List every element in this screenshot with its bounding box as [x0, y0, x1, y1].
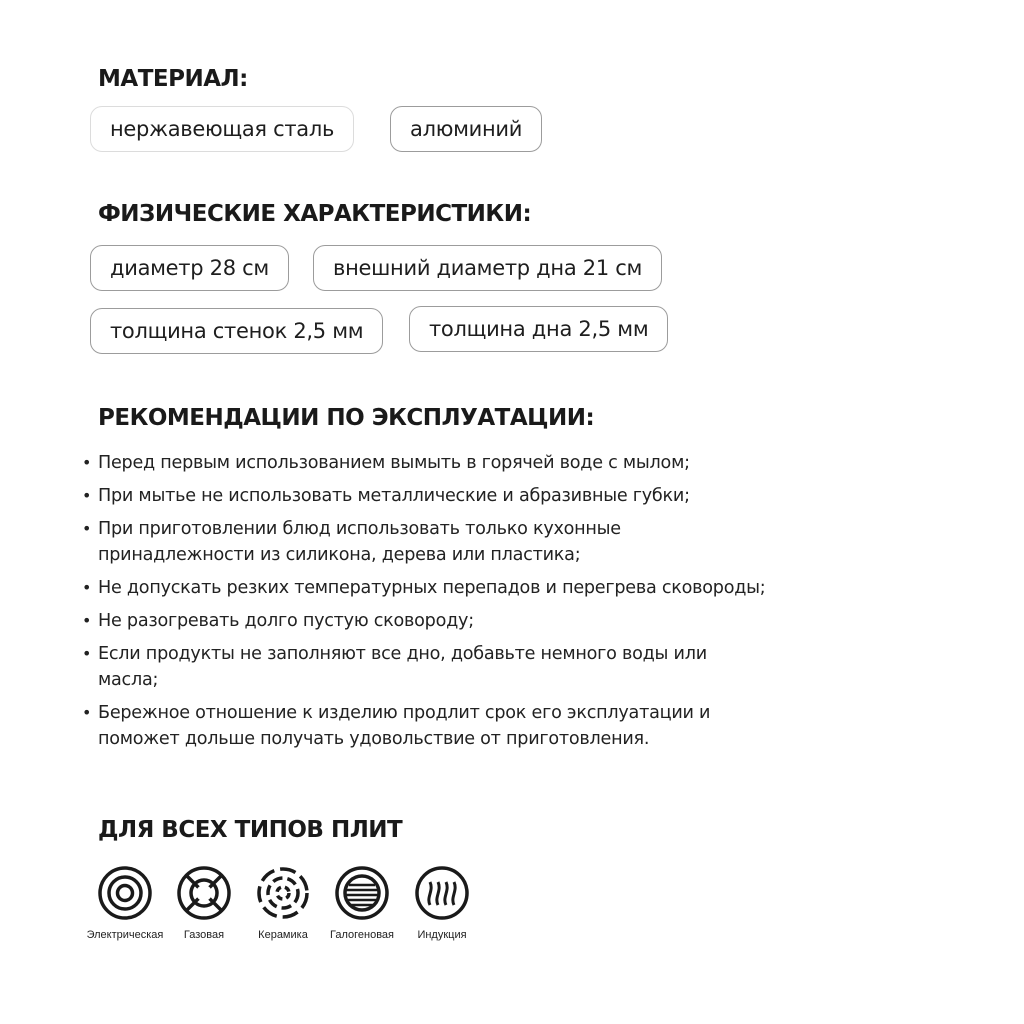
- usage-item-text: Не допускать резких температурных перепадов и перегрева сковороды;: [98, 578, 766, 598]
- usage-item: [82, 641, 772, 693]
- spec-tag-base-thickness: толщина дна 2,5 мм: [409, 306, 668, 352]
- stove-label-halogen: Галогеновая: [330, 929, 394, 941]
- stove-induction: [394, 865, 490, 955]
- usage-item-text: Если продукты не заполняют все дно, добавьте немного воды или масла;: [98, 644, 707, 690]
- usage-item-text: Не разогревать долго пустую сковороду;: [98, 611, 474, 631]
- bullet-dot: •: [82, 644, 92, 663]
- spec-tag-wall-thickness: толщина стенок 2,5 мм: [90, 308, 383, 354]
- usage-item: [82, 575, 772, 601]
- usage-list: [82, 450, 772, 759]
- stove-label-induction: Индукция: [417, 929, 467, 941]
- electric-stove-icon: [97, 865, 153, 921]
- usage-item-text: Бережное отношение к изделию продлит срок его эксплуатации и поможет дольше получать удовольствие от приготовления.: [98, 703, 711, 749]
- bullet-dot: •: [82, 611, 92, 630]
- halogen-stove-icon: [334, 865, 390, 921]
- stove-types: [80, 865, 500, 955]
- usage-item: [82, 483, 772, 509]
- usage-item: [82, 608, 772, 634]
- stove-label-ceramic: Керамика: [258, 929, 308, 941]
- stove-label-gas: Газовая: [183, 929, 225, 941]
- usage-heading: РЕКОМЕНДАЦИИ ПО ЭКСПЛУАТАЦИИ:: [98, 405, 595, 431]
- spec-tag-base-diameter: внешний диаметр дна 21 см: [313, 245, 662, 291]
- induction-stove-icon: [414, 865, 470, 921]
- gas-stove-icon: [176, 865, 232, 921]
- material-heading: МАТЕРИАЛ:: [98, 66, 248, 92]
- bullet-dot: •: [82, 453, 92, 472]
- bullet-dot: •: [82, 486, 92, 505]
- usage-item-text: Перед первым использованием вымыть в горячей воде с мылом;: [98, 453, 690, 473]
- bullet-dot: •: [82, 578, 92, 597]
- usage-item: [82, 516, 772, 568]
- material-tag-stainless-steel: нержавеющая сталь: [90, 106, 354, 152]
- usage-item-text: При приготовлении блюд использовать только кухонные принадлежности из силикона, дерева или пластика;: [98, 519, 621, 565]
- ceramic-stove-icon: [255, 865, 311, 921]
- material-tag-aluminium: алюминий: [390, 106, 542, 152]
- stove-label-electric: Электрическая: [86, 929, 164, 941]
- usage-item: [82, 700, 772, 752]
- usage-item-text: При мытье не использовать металлические и абразивные губки;: [98, 486, 690, 506]
- bullet-dot: •: [82, 703, 92, 722]
- usage-item: [82, 450, 772, 476]
- bullet-dot: •: [82, 519, 92, 538]
- physical-heading: ФИЗИЧЕСКИЕ ХАРАКТЕРИСТИКИ:: [98, 201, 532, 227]
- spec-tag-diameter: диаметр 28 см: [90, 245, 289, 291]
- stoves-heading: ДЛЯ ВСЕХ ТИПОВ ПЛИТ: [98, 817, 403, 843]
